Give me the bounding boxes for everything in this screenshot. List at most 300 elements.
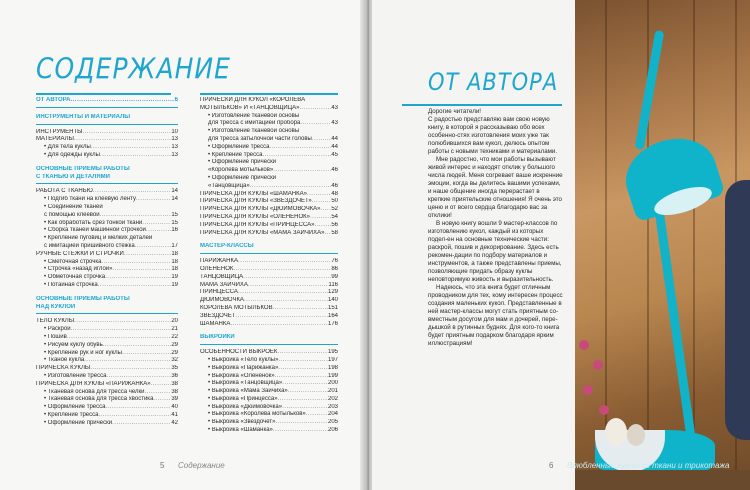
- contents-entry-title: ОЛЕНЕНОК: [200, 265, 234, 272]
- contents-entry-title: ПРИЧЕСКА ДЛЯ КУКЛЫ «ДЮЙМОВОЧКА»: [200, 206, 321, 213]
- contents-entry-page: 38: [171, 380, 178, 387]
- contents-entry-page: 76: [331, 258, 338, 265]
- contents-entry-page: 14: [171, 196, 178, 203]
- contents-entry: [36, 389, 178, 397]
- dot-leader: [275, 419, 328, 427]
- contents-entry-title: • Обметочная строчка: [44, 274, 105, 282]
- contents-entry-title: ОСНОВНЫЕ ПРИЕМЫ РАБОТЫ: [36, 295, 130, 302]
- contents-entry-page: 35: [171, 365, 178, 372]
- dot-leader: [273, 167, 331, 175]
- contents-entry-page: 36: [171, 372, 178, 379]
- lamp-photo: [575, 0, 750, 490]
- contents-entry: [200, 365, 338, 373]
- contents-entry: [36, 420, 178, 428]
- contents-entry: [200, 258, 338, 266]
- dot-leader: [299, 113, 338, 121]
- contents-entry-page: 44: [331, 135, 338, 142]
- dot-leader: [122, 350, 171, 358]
- contents-entry-page: 198: [327, 364, 338, 371]
- contents-entry-title: ПРИЧЕСКИ ДЛЯ КУКОЛ «КОРОЛЕВА: [200, 97, 306, 103]
- contents-entry: [200, 152, 338, 160]
- dot-leader: [136, 196, 171, 204]
- dot-leader: [306, 411, 328, 419]
- contents-entry-title: НАД КУКЛОЙ: [36, 303, 76, 310]
- contents-entry: [36, 381, 178, 389]
- contents-section-heading: [200, 243, 338, 251]
- contents-entry: [200, 243, 338, 251]
- contents-entry-title: РУЧНЫЕ СТЕЖКИ И СТРОЧКИ: [36, 250, 124, 257]
- contents-section-heading: [36, 97, 178, 105]
- contents-entry: [36, 188, 178, 196]
- dot-leader: [130, 166, 178, 174]
- dot-leader: [315, 222, 332, 230]
- contents-entry-page: 13: [171, 151, 178, 158]
- contents-entry-page: 15: [171, 219, 178, 226]
- dot-leader: [288, 388, 328, 396]
- contents-entry: [36, 396, 178, 404]
- contents-entry-page: 21: [171, 326, 178, 333]
- contents-entry-title: ОТ АВТОРА: [36, 97, 71, 103]
- dot-leader: [103, 204, 178, 212]
- contents-entry-page: 43: [331, 104, 338, 111]
- contents-entry-page: 15: [171, 211, 178, 218]
- contents-entry-title: • Выкройка «Парижанка»: [208, 365, 278, 373]
- dot-leader: [98, 412, 171, 420]
- contents-entry-title: • Соединение тканей: [44, 204, 103, 212]
- contents-entry: [200, 404, 338, 412]
- dot-leader: [276, 175, 338, 183]
- contents-entry-page: 44: [331, 143, 338, 150]
- dot-leader: [93, 188, 172, 196]
- dot-leader: [278, 365, 328, 373]
- contents-entry-title: ОСОБЕННОСТИ ВЫКРОЕК: [200, 349, 278, 356]
- dot-leader: [248, 282, 329, 290]
- contents-entry-title: • Выкройка «Королева мотыльков»: [208, 411, 306, 419]
- contents-entry-title: • Строчка «назад иглой»: [44, 266, 112, 274]
- contents-entry-title: • Изготовление тканевой основы: [208, 113, 299, 121]
- dot-leader: [100, 152, 171, 160]
- contents-entry: [36, 129, 178, 137]
- contents-entry: [200, 113, 338, 121]
- dot-leader: [67, 334, 172, 342]
- dot-leader: [278, 357, 328, 365]
- contents-entry-page: 202: [327, 395, 338, 402]
- shelf: [575, 470, 750, 490]
- dot-leader: [300, 120, 331, 128]
- contents-entry: [200, 321, 338, 329]
- dot-leader: [243, 274, 331, 282]
- dot-leader: [70, 97, 174, 105]
- contents-entry-title: с имитацией пришивного стежка: [44, 242, 135, 249]
- contents-entry: [36, 296, 178, 304]
- contents-entry-page: 197: [327, 356, 338, 363]
- dot-leader: [312, 198, 332, 206]
- page-number-left: 5: [160, 461, 165, 470]
- contents-entry: [36, 282, 178, 290]
- dot-leader: [278, 396, 328, 404]
- contents-entry-title: ТАНЦОВЩИЦА: [200, 273, 244, 280]
- contents-entry-title: • Сборка тканей машинной строчкой: [44, 227, 146, 235]
- contents-entry-title: • Выкройка «Тело куклы»: [208, 357, 278, 365]
- contents-entry-page: 199: [327, 372, 338, 379]
- contents-entry: [200, 380, 338, 388]
- author-paragraph: Надеюсь, что эта книга будет отличным проводником для тех, кому интересен процесс создания маленьких кукол. Представленные в ней мастер-классы могут стать приятным со-вместным досугом для мам и дочерей, пере-дышкой в рутинных буднях. Для кого-то книга будет приятным подарком благодаря ярким иллюстрациям!: [428, 284, 563, 347]
- dot-leader: [145, 389, 172, 397]
- contents-entry-title: • Выкройка «Мама Зайчиха»: [208, 388, 288, 396]
- contents-entry: [36, 220, 178, 228]
- contents-entry-title: • Выкройка «Олененок»: [208, 373, 275, 381]
- running-title-right: Влюбленные куклы из ткани и трикотажа: [567, 461, 730, 470]
- contents-entry-page: 116: [328, 281, 338, 288]
- dot-leader: [100, 212, 172, 220]
- dot-leader: [235, 313, 328, 321]
- contents-entry-title: ИНСТРУМЕНТЫ: [36, 128, 83, 135]
- contents-entry-page: 129: [327, 289, 338, 296]
- contents-entry: [200, 167, 338, 175]
- contents-entry-page: 43: [331, 120, 338, 127]
- contents-entry: [36, 334, 178, 342]
- contents-entry: [200, 159, 338, 167]
- contents-entry-title: • Выкройка «Шаманка»: [208, 427, 273, 435]
- contents-entry: [200, 230, 338, 238]
- contents-entry: [200, 266, 338, 274]
- contents-entry-title: ЗВЕЗДОЧЕТ: [200, 312, 236, 319]
- contents-entry: [36, 350, 178, 358]
- contents-title: СОДЕРЖАНИЕ: [36, 51, 231, 86]
- author-paragraph: Мне радостно, что мои работы вызывают живой интерес и находят отклик у большого числа людей. Меня согревает ваше искренние эмоции, когда вы делитесь вашими успехами, и наше общение иногда перерастает в крепкие приятельские отношения! Я очень это ценю и от всего сердца благодарю вас за отклики!: [428, 156, 563, 219]
- contents-entry: [200, 105, 338, 113]
- contents-entry-title: • Сметочная строчка: [44, 259, 101, 267]
- dot-leader: [273, 305, 328, 313]
- dot-leader: [310, 214, 331, 222]
- dot-leader: [321, 206, 332, 214]
- contents-entry-page: 56: [331, 221, 338, 228]
- contents-entry-title: • Для одежды куклы: [44, 152, 100, 160]
- contents-entry-page: 13: [171, 144, 178, 151]
- contents-entry: [36, 266, 178, 274]
- contents-entry: [36, 136, 178, 144]
- contents-entry-title: ВЫКРОЙКИ: [200, 334, 235, 341]
- contents-entry: [36, 243, 178, 251]
- dot-leader: [106, 373, 171, 381]
- contents-entry-title: • Как обработать срез тонкой ткани: [44, 220, 142, 228]
- dot-leader: [276, 159, 338, 167]
- contents-entry: [36, 318, 178, 326]
- section-rule: [36, 183, 178, 184]
- dot-leader: [98, 282, 172, 290]
- contents-entry-title: • Крепление тресса: [208, 152, 262, 160]
- contents-entry: [36, 274, 178, 282]
- contents-entry-title: ПРИНЦЕССА: [200, 289, 238, 296]
- contents-entry-title: ПРИЧЕСКА ДЛЯ КУКЛЫ «ШАМАНКА»: [200, 190, 307, 197]
- contents-entry-page: 203: [327, 403, 338, 410]
- contents-entry: [200, 419, 338, 427]
- contents-entry-page: 41: [171, 411, 178, 418]
- contents-entry: [36, 144, 178, 152]
- contents-entry-title: • Тканое кукла: [44, 357, 84, 365]
- contents-entry: [36, 196, 178, 204]
- person-silhouette: [725, 180, 750, 440]
- contents-entry: [200, 175, 338, 183]
- contents-entry: [200, 198, 338, 206]
- contents-entry-title: МОТЫЛЬКОВ» И «ТАНЦОВЩИЦА»: [200, 104, 300, 111]
- contents-entry-page: 54: [331, 213, 338, 220]
- contents-entry-page: 19: [171, 274, 178, 281]
- dot-leader: [299, 105, 331, 113]
- contents-entry-title: МАСТЕР-КЛАССЫ: [200, 243, 254, 250]
- contents-entry-page: 18: [171, 266, 178, 273]
- contents-entry: [36, 404, 178, 412]
- dot-leader: [112, 266, 171, 274]
- contents-entry: [200, 282, 338, 290]
- dot-leader: [325, 230, 332, 238]
- contents-entry-title: ПРИЧЕСКА ДЛЯ КУКЛЫ «ПАРИЖАНКА»: [36, 380, 151, 387]
- contents-entry: [200, 357, 338, 365]
- page-number-right: 6: [549, 461, 554, 470]
- contents-entry-page: 52: [331, 206, 338, 213]
- dot-leader: [235, 334, 338, 342]
- contents-entry-page: 140: [327, 297, 338, 304]
- contents-entry-title: • Выкройка «Звездочет»: [208, 419, 275, 427]
- contents-section-heading: [36, 114, 178, 122]
- lamp-arm-lower: [653, 201, 695, 440]
- contents-entry-page: 19: [171, 281, 178, 288]
- contents-entry: [36, 326, 178, 334]
- dot-leader: [84, 357, 171, 365]
- dot-leader: [153, 396, 171, 404]
- contents-entry-page: 46: [331, 167, 338, 174]
- contents-entry: [200, 222, 338, 230]
- contents-entry-page: 176: [327, 320, 338, 327]
- contents-entry: [36, 251, 178, 259]
- dot-leader: [273, 427, 328, 435]
- contents-entry-page: 206: [327, 427, 338, 434]
- contents-entry: [36, 365, 178, 373]
- contents-entry-title: • Пошив: [44, 334, 67, 342]
- dot-leader: [250, 183, 332, 191]
- contents-entry-page: 86: [331, 265, 338, 272]
- dot-leader: [254, 243, 338, 251]
- contents-entry: [200, 427, 338, 435]
- contents-entry-title: РАБОТА С ТКАНЬЮ: [36, 188, 93, 195]
- running-title-left: Содержание: [178, 461, 225, 470]
- author-paragraph: С радостью представляю вам свою новую книгу, в которой я рассказываю обо всех особенно-стях изготовления моих уже так полюбившихся вам кукол, делюсь опытом работы с новыми техниками и материалами.: [428, 116, 558, 155]
- dot-leader: [277, 349, 328, 357]
- dot-leader: [233, 266, 331, 274]
- contents-entry-title: • Оформление тресса: [44, 404, 105, 412]
- contents-entry-title: • Оформление прически: [208, 175, 276, 183]
- contents-entry: [200, 313, 338, 321]
- contents-entry-page: 46: [331, 182, 338, 189]
- contents-entry: [200, 128, 338, 136]
- dot-leader: [269, 144, 331, 152]
- contents-entry: [36, 342, 178, 350]
- contents-entry-page: 32: [171, 357, 178, 364]
- contents-column-right: [200, 97, 338, 435]
- contents-entry-title: • Для тела куклы: [44, 144, 91, 152]
- contents-entry-page: 29: [171, 341, 178, 348]
- contents-entry: [200, 97, 338, 105]
- contents-entry-title: • Выкройка «Дюймовочка»: [208, 404, 282, 412]
- contents-entry-title: МАМА ЗАЙЧИХА: [200, 281, 248, 288]
- author-title-rule: [402, 104, 562, 106]
- contents-entry-title: • Оформление тресса: [208, 144, 269, 152]
- contents-entry: [36, 373, 178, 381]
- wood-plank-seam: [693, 0, 695, 490]
- contents-entry-page: 6: [174, 97, 178, 103]
- section-rule: [200, 253, 338, 254]
- contents-entry: [200, 411, 338, 419]
- contents-page: [0, 0, 367, 490]
- contents-entry: [36, 259, 178, 267]
- contents-entry-page: 29: [171, 349, 178, 356]
- contents-entry-title: • Крепление пуговиц и мелких деталей: [44, 235, 152, 243]
- contents-entry: [200, 334, 338, 342]
- contents-entry: [200, 120, 338, 128]
- contents-entry-page: 39: [171, 396, 178, 403]
- contents-entry: [36, 166, 178, 174]
- contents-entry-title: «Королева мотыльков»: [208, 167, 274, 174]
- contents-entry-title: • Рисуем куклу обувь: [44, 342, 103, 350]
- contents-entry: [36, 357, 178, 365]
- contents-entry: [36, 174, 178, 182]
- dot-leader: [105, 274, 171, 282]
- contents-entry-page: 164: [327, 312, 338, 319]
- contents-entry-page: 18: [171, 258, 178, 265]
- contents-entry-page: 16: [171, 227, 178, 234]
- contents-entry-page: 14: [171, 188, 178, 195]
- contents-entry-title: • Раскрой: [44, 326, 71, 334]
- contents-entry-page: 38: [171, 388, 178, 395]
- dot-leader: [90, 365, 171, 373]
- contents-entry-title: • Подгиб ткани на клеевую ленту: [44, 196, 136, 204]
- dot-leader: [112, 420, 171, 428]
- dot-leader: [312, 136, 331, 144]
- dot-leader: [130, 296, 178, 304]
- contents-entry-title: «Танцовщица»: [208, 182, 250, 189]
- contents-entry: [36, 235, 178, 243]
- contents-entry-page: 205: [327, 419, 338, 426]
- section-rule: [36, 107, 178, 108]
- contents-entry-page: 48: [331, 190, 338, 197]
- contents-entry-page: 45: [331, 151, 338, 158]
- author-text: [428, 108, 563, 348]
- contents-entry-title: ИНСТРУМЕНТЫ И МАТЕРИАЛЫ: [36, 113, 131, 120]
- dot-leader: [282, 404, 328, 412]
- contents-entry: [36, 114, 178, 122]
- contents-entry: [200, 191, 338, 199]
- contents-entry: [200, 206, 338, 214]
- dot-leader: [151, 381, 172, 389]
- contents-entry-title: • Потайная строчка: [44, 282, 98, 290]
- contents-entry-page: 201: [327, 388, 338, 395]
- contents-entry-title: • Выкройка «Танцовщица»: [208, 380, 282, 388]
- contents-entry-title: КОРОЛЕВА МОТЫЛЬКОВ: [200, 304, 273, 311]
- contents-entry: [36, 152, 178, 160]
- author-paragraph: Дорогие читатели!: [428, 108, 481, 115]
- contents-entry-title: • Тканевая основа для тресса хвостика: [44, 396, 153, 404]
- contents-entry-title: • Выкройка «Принцесса»: [208, 396, 278, 404]
- contents-entry-title: • Оформление прически: [44, 420, 112, 428]
- dot-leader: [91, 144, 172, 152]
- contents-entry-page: 40: [171, 404, 178, 411]
- contents-entry-title: ПРИЧЕСКА ДЛЯ КУКЛЫ «МАМА ЗАЙЧИХА»: [200, 229, 325, 236]
- contents-entry-page: 22: [171, 333, 178, 340]
- dot-leader: [146, 227, 171, 235]
- contents-entry: [200, 297, 338, 305]
- contents-entry-title: ДЮЙМОВОЧКА: [200, 297, 244, 304]
- dot-leader: [238, 289, 328, 297]
- dot-leader: [75, 304, 178, 312]
- contents-entry-title: • Крепление рук и ног куклы: [44, 350, 122, 358]
- section-rule: [200, 344, 338, 345]
- contents-entry-title: с помощью клеевой: [44, 211, 100, 218]
- contents-column-left: [36, 97, 178, 427]
- dot-leader: [230, 321, 328, 329]
- dot-leader: [130, 114, 178, 122]
- contents-entry-title: • Изготовление тканевой основы: [208, 128, 299, 136]
- contents-entry-page: 204: [327, 411, 338, 418]
- dot-leader: [262, 152, 331, 160]
- contents-entry-title: • Крепление тресса: [44, 412, 98, 420]
- dot-leader: [142, 220, 171, 228]
- egg: [605, 418, 627, 446]
- dot-leader: [71, 326, 172, 334]
- contents-entry: [200, 289, 338, 297]
- contents-entry-title: для тресса затылочной части головы: [208, 135, 312, 142]
- contents-entry-title: • Изготовление тресса: [44, 373, 106, 381]
- dot-leader: [307, 191, 331, 199]
- contents-entry-page: 99: [331, 273, 338, 280]
- contents-entry-title: ПРИЧЕСКА ДЛЯ КУКЛЫ «ЗВЕЗДОЧЕТ»: [200, 198, 312, 205]
- dot-leader: [275, 373, 328, 381]
- contents-entry: [200, 136, 338, 144]
- contents-title-rule-left: [36, 93, 171, 95]
- contents-entry: [200, 396, 338, 404]
- dot-leader: [82, 129, 171, 137]
- contents-entry: [200, 144, 338, 152]
- contents-entry-title: • Тканевая основа для тресса челки: [44, 389, 145, 397]
- dot-leader: [124, 251, 172, 259]
- egg: [627, 424, 645, 446]
- contents-entry-title: ПРИЧЕСКА КУКЛЫ: [36, 365, 91, 372]
- dot-leader: [152, 235, 178, 243]
- contents-entry: [200, 373, 338, 381]
- contents-entry: [36, 304, 178, 312]
- contents-entry-page: 42: [171, 419, 178, 426]
- contents-entry-title: С ТКАНЬЮ И ДЕТАЛЯМИ: [36, 173, 110, 180]
- section-rule: [36, 313, 178, 314]
- dot-leader: [74, 136, 171, 144]
- contents-entry-page: 58: [331, 229, 338, 236]
- contents-entry: [200, 349, 338, 357]
- dot-leader: [110, 174, 178, 182]
- dot-leader: [135, 243, 172, 251]
- section-rule: [36, 124, 178, 125]
- contents-entry-title: ТЕЛО КУКЛЫ: [36, 318, 75, 325]
- dot-leader: [238, 258, 331, 266]
- dot-leader: [74, 318, 171, 326]
- dot-leader: [103, 342, 172, 350]
- contents-title-rule-right: [200, 93, 338, 95]
- contents-entry: [36, 212, 178, 220]
- contents-entry: [200, 274, 338, 282]
- contents-entry-page: 200: [327, 380, 338, 387]
- dot-leader: [305, 97, 338, 105]
- contents-section-heading: [36, 296, 178, 312]
- contents-section-heading: [36, 166, 178, 182]
- lamp-arm-upper: [635, 30, 665, 150]
